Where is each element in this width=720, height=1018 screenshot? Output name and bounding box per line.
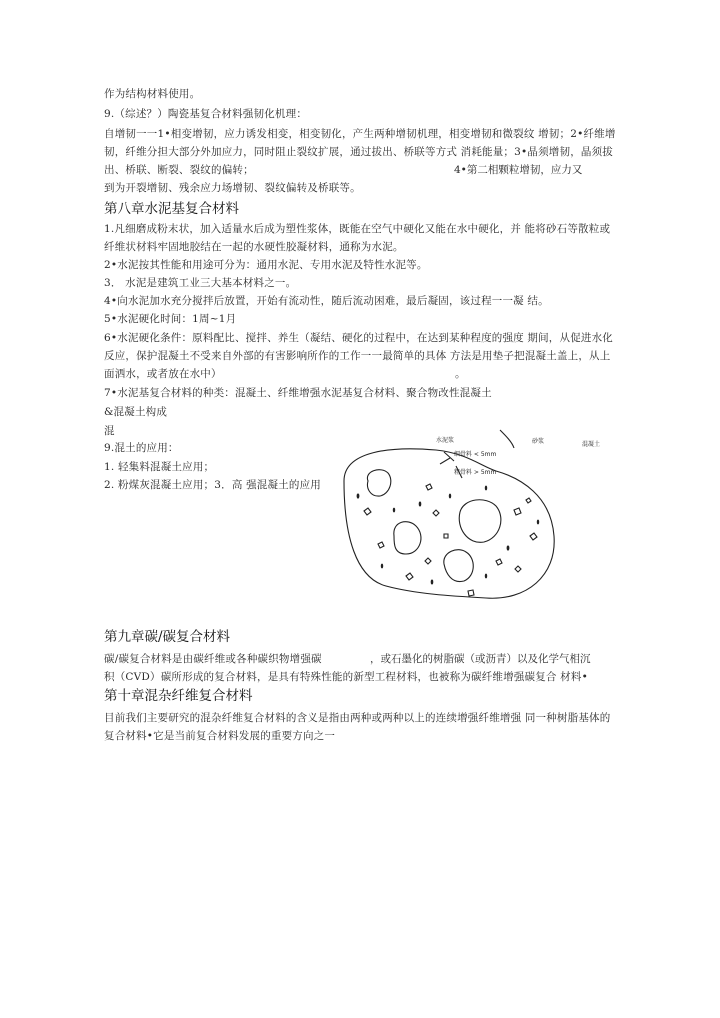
label-concrete: 混凝土 xyxy=(582,441,601,448)
text-line: 复合材料•它是当前复合材料发展的重要方向之一 xyxy=(104,730,336,742)
text-line: 到为开裂增韧、残余应力场增韧、裂纹偏转及桥联等。 xyxy=(104,182,361,194)
text-line: ，或石墨化的树脂碳（或沥青）以及化学气相沉 xyxy=(370,653,591,665)
text-line: 9.混土的应用： xyxy=(104,442,179,454)
label-fine-aggregate: 细骨料 < 5mm xyxy=(454,451,497,458)
chapter-heading: 第十章混杂纤维复合材料 xyxy=(104,688,253,704)
text-line: 1.凡细磨成粉末状，加入适量水后成为塑性浆体，既能在空气中硬化又能在水中硬化，并 能将砂石等散粒或 xyxy=(104,223,611,235)
chapter-heading: 第九章碳/碳复合材料 xyxy=(104,629,231,645)
text-line: 9.（综述？）陶瓷基复合材料强韧化机理： xyxy=(104,108,308,120)
text-line: 积（CVD）碳所形成的复合材料，是具有特殊性能的新型工程材料，也被称为碳纤维增强碳复合 材料• xyxy=(104,671,588,683)
text-line: 6•水泥硬化条件：原料配比、搅拌、养生（凝结、硬化的过程中，在达到某种程度的强度 期间，从促进水化 xyxy=(104,332,614,344)
concrete-structure-diagram xyxy=(336,426,618,608)
text-line: 碳/碳复合材料是由碳纤维或各种碳织物增强碳 xyxy=(104,653,322,665)
text-line: &混凝土构成 xyxy=(104,406,168,418)
label-coarse-aggregate: 粗骨料 > 5mm xyxy=(454,469,497,476)
label-mortar: 砂浆 xyxy=(532,438,545,445)
text-line: 目前我们主要研究的混杂纤维复合材料的含义是指由两种或两种以上的连续增强纤维增强 同一种树脂基体的 xyxy=(104,712,611,724)
coarse-aggregate xyxy=(459,500,501,543)
label-cement-paste: 水泥浆 xyxy=(436,437,455,444)
text-line: 纤维状材料牢固地胶结在一起的水硬性胶凝材料，通称为水泥。 xyxy=(104,241,404,253)
text-line: 1. 轻集料混凝土应用； xyxy=(104,461,215,473)
text-line: 2•水泥按其性能和用途可分为：通用水泥、专用水泥及特性水泥等。 xyxy=(104,259,428,271)
text-line: 作为结构材料使用。 xyxy=(104,88,201,100)
chapter-heading: 第八章水泥基复合材料 xyxy=(104,201,239,217)
text-line: 面洒水，或者放在水中） xyxy=(104,368,222,380)
text-line: 3． 水泥是建筑工业三大基本材料之一。 xyxy=(104,277,297,289)
text-line: 混 xyxy=(104,425,115,437)
text-line: 韧，纤维分担大部分外加应力，同时阻止裂纹扩展，通过拔出、桥联等方式 消耗能量；3•晶须增韧，晶须拔 xyxy=(104,146,614,158)
coarse-aggregate xyxy=(444,550,473,582)
text-line: 反应，保护混凝土不受来自外部的有害影响所作的工作一一最简单的具体 方法是用垫子把混凝土盖上，从上 xyxy=(104,350,611,362)
text-line: 5•水泥硬化时间：1周~1月 xyxy=(104,313,237,325)
text-line: 2. 粉煤灰混凝土应用；3．高 强混凝土的应用 xyxy=(104,479,321,491)
text-dot: 。 xyxy=(455,368,466,380)
text-line: 自增韧一一1•相变增韧，应力诱发相变，相变韧化，产生两种增韧机理，相变增韧和微裂纹 增韧；2•纤维增 xyxy=(104,128,616,140)
text-line: 4•第二相颗粒增韧，应力又 xyxy=(454,164,583,176)
coarse-aggregate xyxy=(367,470,390,496)
text-line: 4•向水泥加水充分搅拌后放置，开始有流动性，随后流动困难，最后凝固，该过程一一凝 结。 xyxy=(104,295,549,307)
coarse-aggregate xyxy=(394,522,421,554)
text-line: 7•水泥基复合材料的种类：混凝土、纤维增强水泥基复合材料、聚合物改性混凝土 xyxy=(104,387,492,399)
text-line: 出、桥联、断裂、裂纹的偏转； xyxy=(104,164,254,176)
